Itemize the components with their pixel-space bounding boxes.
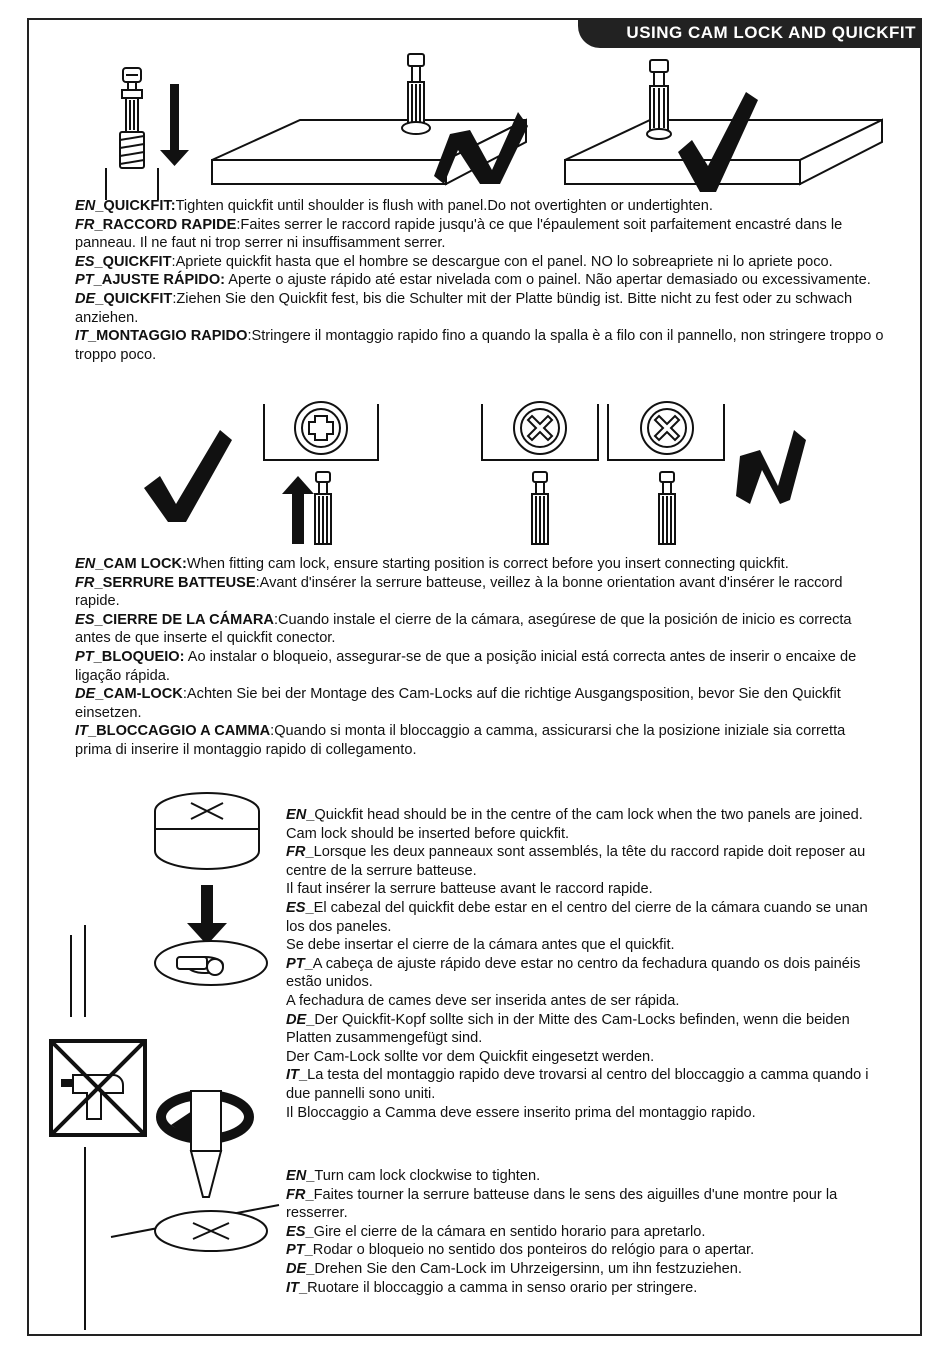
instruction-de: DE_Drehen Sie den Cam-Lock im Uhrzeigersinn, um ihn festzuziehen.	[286, 1260, 742, 1277]
cam-lock-correct-illustration	[264, 402, 378, 544]
check-mark-icon	[144, 430, 232, 522]
instruction-en: EN_Quickfit head should be in the centre of the cam lock when the two panels are joined. Cam lock should be inserted before quickfit.	[286, 807, 863, 842]
cam-lock-wrong-illustration-1	[482, 402, 598, 544]
arrow-down-icon	[160, 84, 189, 166]
cam-lock-body-illustration	[155, 793, 259, 869]
x-mark-icon	[736, 430, 806, 504]
instruction-en: EN_CAM LOCK:When fitting cam lock, ensure starting position is correct before you insert connecting quickfit.	[75, 556, 789, 572]
cam-lock-instructions	[75, 555, 885, 760]
instruction-de: DE_QUICKFIT:Ziehen Sie den Quickfit fest, bis die Schulter mit der Platte bündig ist. Bitte nicht zu fest oder zu schwach anziehen.	[75, 290, 853, 326]
instruction-en: EN_Turn cam lock clockwise to tighten.	[286, 1168, 541, 1184]
quickfit-cam-lock-position-instructions	[286, 806, 886, 1122]
instruction-it: IT_MONTAGGIO RAPIDO:Stringere il montaggio rapido fino a quando la spalla è a filo con il pannello, non stringere troppo o troppo poco.	[75, 328, 884, 363]
instruction-es: ES_Gire el cierre de la cámara en sentido horario para apretarlo.	[286, 1223, 706, 1240]
instruction-fr: FR_SERRURE BATTEUSE:Avant d'insérer la serrure batteuse, veillez à la bonne orientation avant d'insérer le raccord rapide.	[75, 574, 843, 610]
instruction-de: DE_CAM-LOCK:Achten Sie bei der Montage des Cam-Locks auf die richtige Ausgangsposition, bevor Sie den Quickfit einsetzen.	[75, 686, 841, 721]
instruction-pt: PT_A cabeça de ajuste rápido deve estar no centro da fechadura quando os dois painéis estão unidos. A fechadura de cames deve ser inserida antes de ser rápida.	[286, 955, 861, 1009]
instruction-it: IT_BLOCCAGGIO A CAMMA:Quando si monta il bloccaggio a camma, assicurarsi che la posizione iniziale sia corretta prima di inserire il montaggio rapido di collegamento.	[75, 723, 846, 758]
arrow-down-icon	[187, 885, 227, 945]
panel-with-quickfit-illustration	[71, 925, 267, 1017]
instruction-en: EN_QUICKFIT:Tighten quickfit until shoulder is flush with panel.Do not overtighten or undertighten.	[75, 198, 713, 214]
instruction-it: IT_Ruotare il bloccaggio a camma in senso orario per stringere.	[286, 1279, 698, 1296]
cam-lock-assembly-illustration	[45, 785, 280, 1330]
instruction-fr: FR_Lorsque les deux panneaux sont assemblés, la tête du raccord rapide doit reposer au centre de la serrure batteuse. Il faut insérer la serrure batteuse avant le raccord rapide.	[286, 844, 866, 898]
instruction-es: ES_CIERRE DE LA CÁMARA:Cuando instale el cierre de la cámara, asegúrese de que la posición de inicio es correcta antes de que inserte el quickfit conector.	[75, 611, 852, 647]
instruction-pt: PT_BLOQUEIO: Ao instalar o bloqueio, assegurar-se de que a posição inicial está correcta antes de inserir o encaixe de ligação rápida.	[75, 648, 857, 684]
instruction-pt: PT_AJUSTE RÁPIDO: Aperte o ajuste rápido até estar nivelada com o painel. Não apertar demasiado ou excessivamente.	[75, 272, 871, 289]
quickfit-screw-illustration	[106, 68, 158, 200]
page-title: USING CAM LOCK AND QUICKFIT	[578, 18, 922, 48]
cam-lock-wrong-illustration-2	[608, 402, 724, 544]
instruction-fr: FR_Faites tourner la serrure batteuse dans le sens des aiguilles d'une montre pour la resserrer.	[286, 1186, 838, 1222]
instruction-it: IT_La testa del montaggio rapido deve trovarsi al centro del bloccaggio a camma quando i due pannelli sono uniti. Il Bloccaggio a Camma deve essere inserito prima del montaggio rapido.	[286, 1067, 869, 1121]
instruction-fr: FR_RACCORD RAPIDE:Faites serrer le raccord rapide jusqu'à ce que l'épaulement soit parfaitement encastré dans le panneau. Il ne faut ni trop serrer ni insuffisamment serrer.	[75, 216, 843, 252]
instruction-es: ES_QUICKFIT:Apriete quickfit hasta que el hombre se descargue con el panel. NO lo sobreapriete ni lo apriete poco.	[75, 253, 833, 270]
cam-lock-tighten-instructions	[286, 1167, 886, 1297]
cam-lock-illustration-row	[130, 400, 830, 550]
quickfit-instructions	[75, 197, 885, 364]
instruction-de: DE_Der Quickfit-Kopf sollte sich in der Mitte des Cam-Locks befinden, wenn die beiden Platten zusammengefügt sind. Der Cam-Lock sollte vor dem Quickfit eingesetzt werden.	[286, 1011, 850, 1065]
no-power-drill-icon	[51, 1041, 145, 1135]
instruction-es: ES_El cabezal del quickfit debe estar en el centro del cierre de la cámara cuando se unan los dos paneles. Se debe insertar el cierre de la cámara antes que el quickfit.	[286, 899, 868, 954]
quickfit-illustration-row	[60, 42, 930, 202]
instruction-pt: PT_Rodar o bloqueio no sentido dos ponteiros do relógio para o apertar.	[286, 1242, 755, 1259]
arrow-up-icon	[282, 476, 314, 544]
